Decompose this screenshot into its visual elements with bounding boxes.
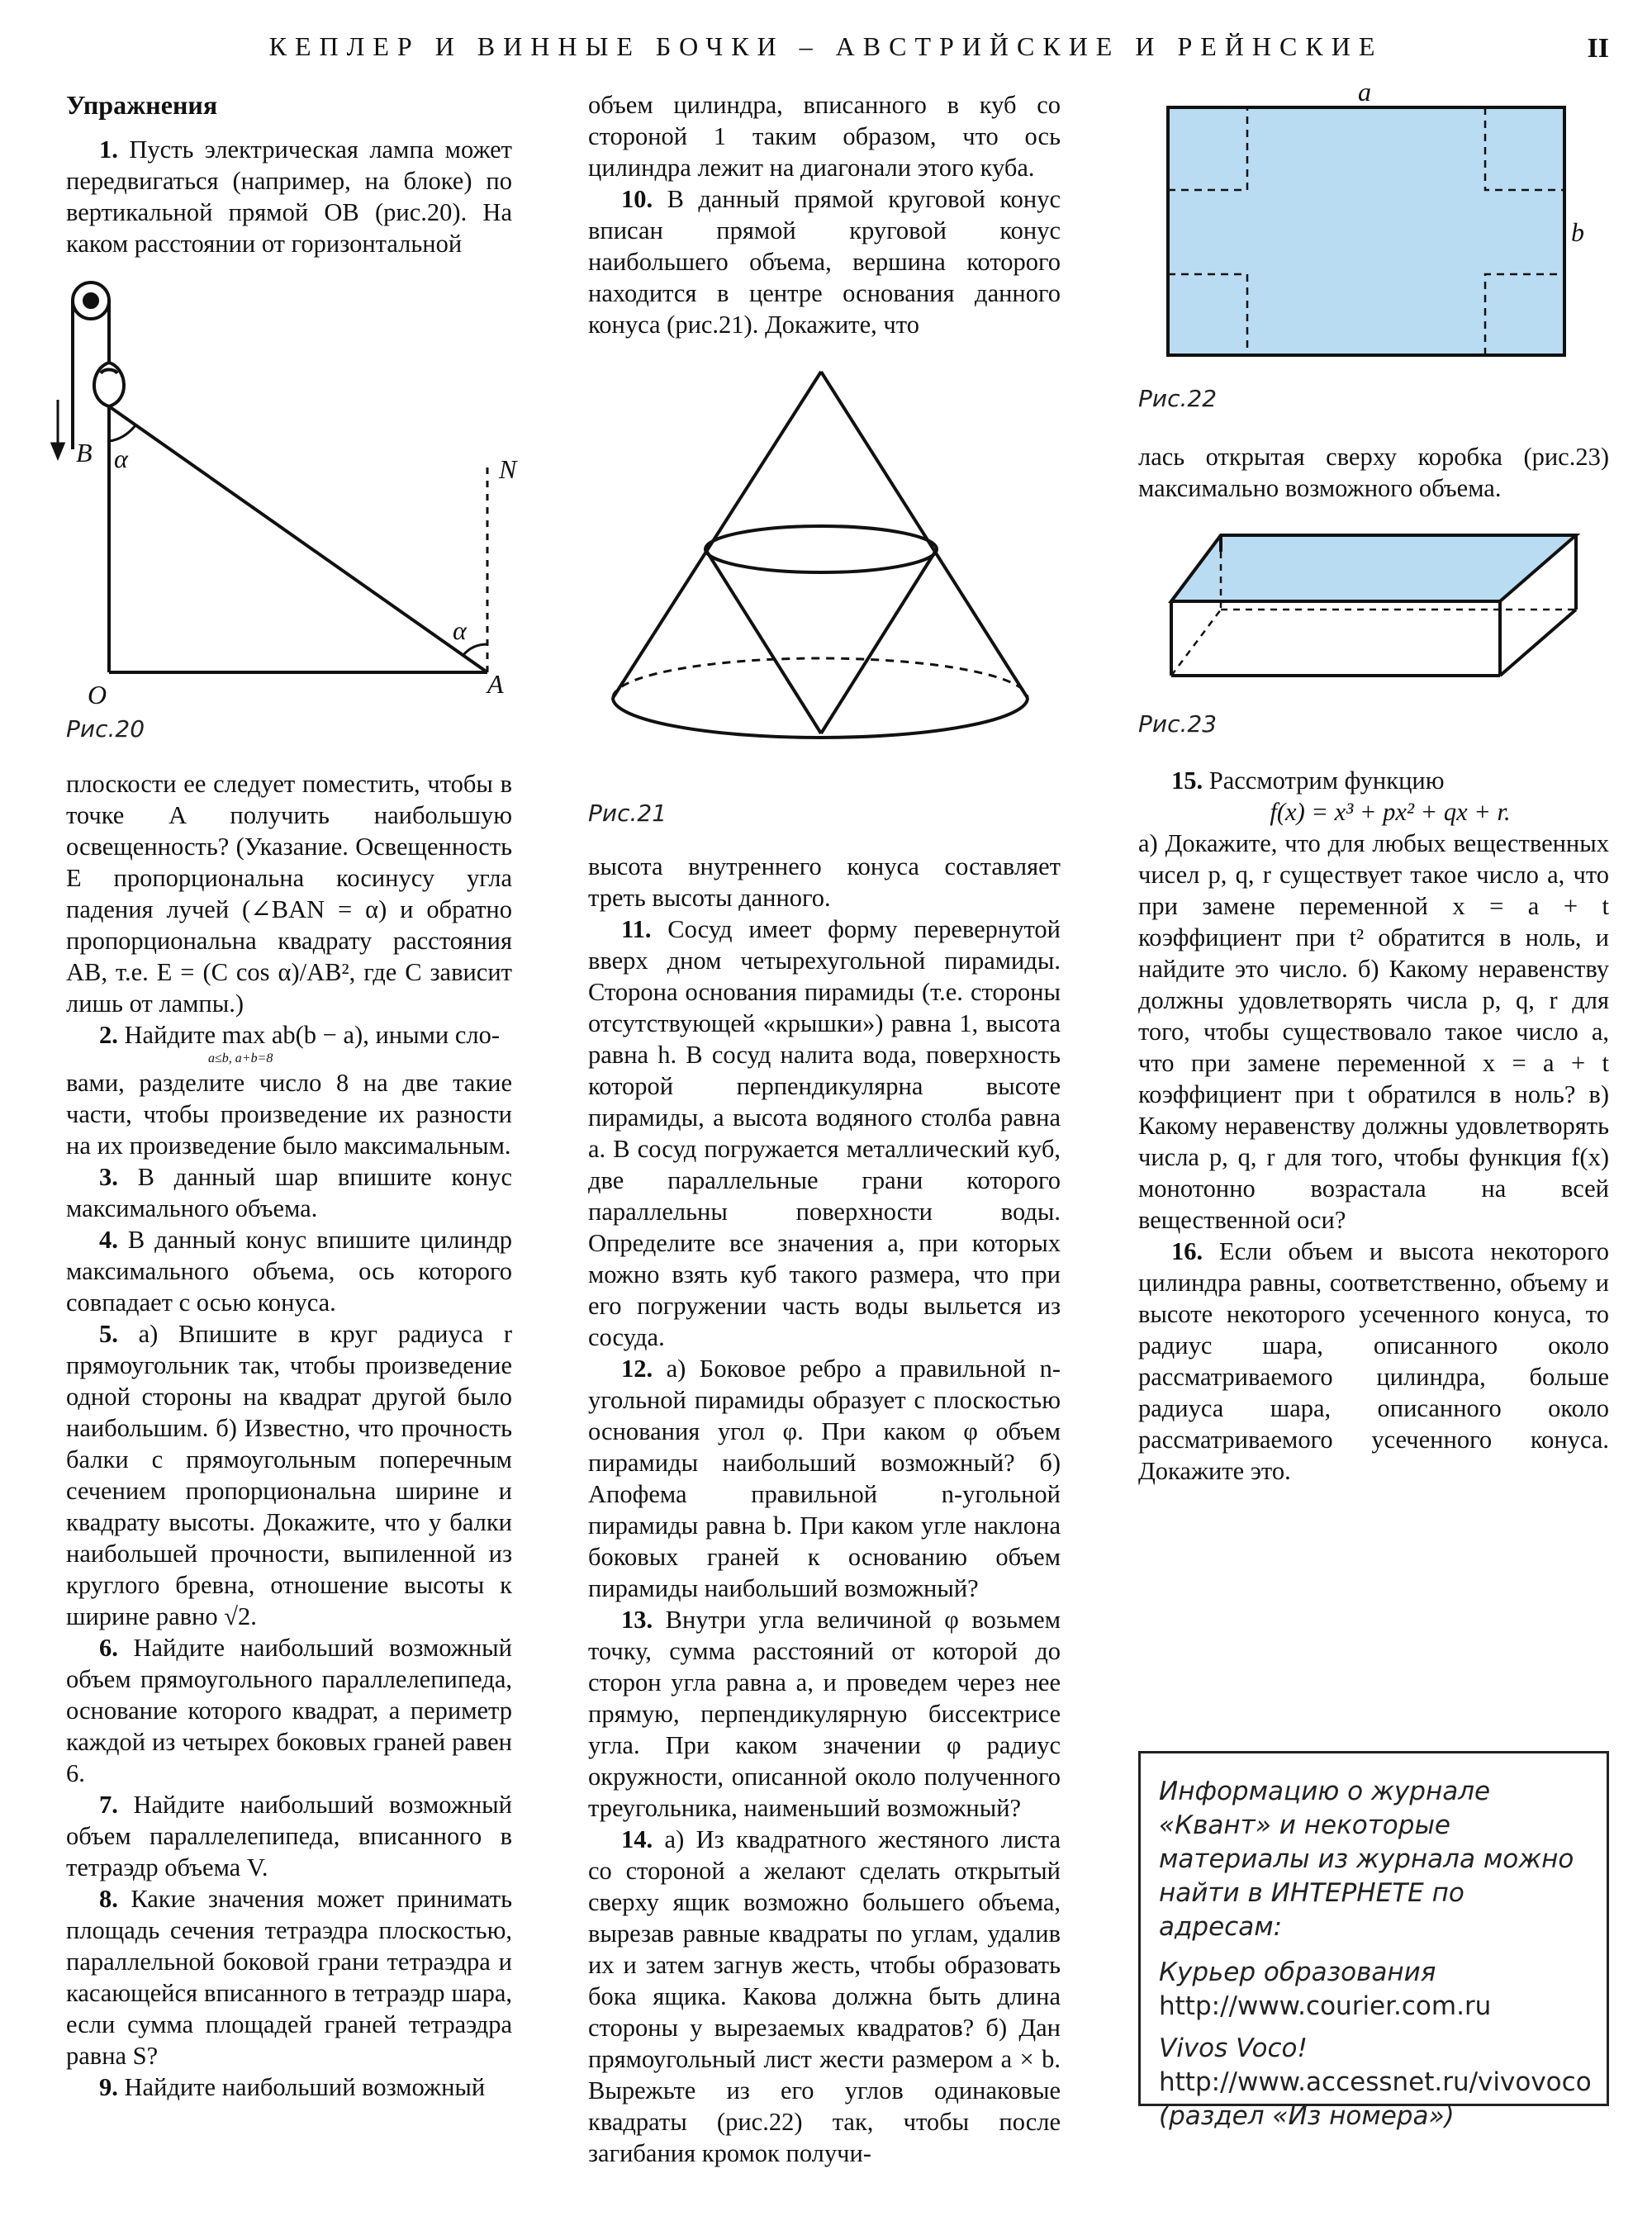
svg-text:α: α <box>453 615 467 645</box>
exercise-14: 14. а) Из квадратного жестяного листа со стороной a желают сделать открытый сверху ящик возможно большего объема, вырезав равные квадраты по углам, удалив их и затем загнув жесть, чтобы образовать бока ящика. Какова должна быть длина стороны у вырезаемых квадратов? б) Дан прямоугольный лист жести размером a × b. Вырежьте из его углов одинаковые квадраты (рис.22) так, чтобы после загибания кромок получи- <box>588 1825 1061 2167</box>
column-left <box>66 89 517 2103</box>
exercise-2-part-b: вами, разделите число 8 на две такие части, чтобы произведение их разности на их произведение было максимальным. <box>66 1069 512 1160</box>
figure-21-drawing <box>588 363 1061 793</box>
exercise-11: 11. Сосуд имеет форму перевернутой вверх дном четырехугольной пирамиды. Сторона основания пирамиды (т.е. стороны отсутствующей «крышки») равна 1, высота равна h. В сосуд налита вода, поверхность которой перпендикулярна высоте пирамиды, а высота водяного столба равна a. В сосуд погружается металлический куб, две параллельные грани которого параллельны поверхности воды. Определите все значения a, при которых можно взять куб такого размера, что при его погружении часть воды выльется из сосуда. <box>588 915 1061 1351</box>
exercise-8: 8. Какие значения может принимать площадь сечения тетраэдра плоскостью, параллельной боковой грани тетраэдра и касающейся вписанного в тетраэдр шара, если сумма площадей граней тетраэдра равна S? <box>66 1885 513 2070</box>
svg-text:B: B <box>76 438 93 467</box>
exercise-14-continued: лась открытая сверху коробка (рис.23) максимально возможного объема. <box>1138 443 1609 502</box>
exercise-9-continued: объем цилиндра, вписанного в куб со стороной 1 таким образом, что ось цилиндра лежит на диагонали этого куба. <box>588 91 1061 182</box>
info-site-2 <box>1159 2032 1592 2133</box>
page-number: II <box>1587 33 1609 64</box>
info-site-1 <box>1159 1956 1592 2024</box>
info-site-2-name: Vivos Voco! <box>1159 2033 1308 2063</box>
figure-23-drawing <box>1138 519 1609 709</box>
info-intro: Информацию о журнале «Квант» и некоторые материалы из журнала можно найти в ИНТЕРНЕТЕ по адресам: <box>1159 1777 1574 1942</box>
svg-text:A: A <box>487 669 504 699</box>
info-site-1-name: Курьер образования <box>1159 1957 1436 1987</box>
exercise-7: 7. Найдите наибольший возможный объем параллелепипеда, вписанного в тетраэдр объема V. <box>66 1791 513 1881</box>
exercise-4: 4. В данный конус впишите цилиндр максимального объема, ось которого совпадает с осью конуса. <box>66 1226 513 1317</box>
figure-22-caption: Рис.22 <box>1138 385 1218 412</box>
exercise-15-text: а) Докажите, что для любых вещественных чисел p, q, r существует такое число a, что при замене переменной x = a + t коэффициент при t² обратится в ноль, и найдите это число. б) Какому неравенству должны удовлетворять числа p, q, r для того, чтобы существовало такое число a, что при замене переменной x = a + t коэффициент при t обратился в ноль? в) Какому неравенству должны удовлетворять числа p, q, r для того, чтобы функция f(x) монотонно возрастала на всей вещественной оси? <box>1138 829 1609 1234</box>
figure-22-drawing <box>1138 77 1609 388</box>
column-right <box>1138 77 1609 1487</box>
figure-23-caption: Рис.23 <box>1138 710 1218 738</box>
internet-info-box <box>1138 1751 1609 2131</box>
exercise-15-intro: 15. Рассмотрим функцию <box>1171 766 1445 795</box>
svg-text:b: b <box>1571 217 1584 247</box>
exercise-2-part-a: 2. Найдите max ab(b − a), иными сло- <box>99 1021 500 1049</box>
info-site-2-note: (раздел «Из номера») <box>1159 2101 1455 2131</box>
figure-20-drawing <box>50 276 517 722</box>
running-title: КЕПЛЕР И ВИННЫЕ БОЧКИ – АВСТРИЙСКИЕ И РЕЙНСКИЕ <box>268 31 1384 61</box>
column-middle <box>588 89 1061 2169</box>
exercise-12: 12. а) Боковое ребро a правильной n-угольной пирамиды образует с плоскостью основания угол φ. При каком φ объем пирамиды наибольший возможный? б) Апофема правильной n-угольной пирамиды равна b. При каком угле наклона боковых граней к основанию объем пирамиды наибольший возможный? <box>588 1355 1061 1602</box>
exercise-10-part-a: 10. В данный прямой круговой конус вписан прямой круговой конус наибольшего объема, вершина которого находится в центре основания данного конуса (рис.21). Докажите, что <box>588 185 1061 339</box>
figure-21 <box>588 363 1061 829</box>
exercise-1-part-a: 1. Пусть электрическая лампа может передвигаться (например, на блоке) по вертикальной прямой OB (рис.20). На каком расстоянии от горизонтальной <box>66 135 512 258</box>
exercise-2-subscript: a≤b, a+b=8 <box>208 1051 273 1065</box>
section-heading: Упражнения <box>66 90 218 120</box>
exercise-9-start: 9. Найдите наибольший возможный <box>99 2073 486 2101</box>
info-site-1-url[interactable]: http://www.courier.com.ru <box>1159 1991 1492 2021</box>
figure-21-caption: Рис.21 <box>588 800 667 827</box>
page-header <box>0 31 1652 81</box>
svg-text:N: N <box>499 454 517 484</box>
exercise-15-formula: f(x) = x³ + px² + qx + r. <box>1270 798 1511 826</box>
svg-text:O: O <box>88 680 107 709</box>
figure-23 <box>1138 519 1609 740</box>
info-site-2-url[interactable]: http://www.accessnet.ru/vivovoco <box>1159 2067 1592 2097</box>
exercise-10-part-b: высота внутреннего конуса составляет треть высоты данного. <box>588 852 1061 912</box>
exercise-3: 3. В данный шар впишите конус максимального объема. <box>66 1163 513 1222</box>
figure-20-caption: Рис.20 <box>66 715 145 743</box>
exercise-1-part-b: плоскости ее следует поместить, чтобы в точке A получить наибольшую освещенность? (Указание. Освещенность E пропорциональна косинусу угла падения лучей (∠BAN = α) и обратно пропорциональна квадрату расстояния AB, т.е. E = (C cos α)/AB², где C зависит лишь от лампы.) <box>66 770 512 1018</box>
svg-text:a: a <box>1358 77 1371 107</box>
figure-20 <box>50 276 517 745</box>
exercise-5: 5. а) Впишите в круг радиуса r прямоугольник так, чтобы произведение одной стороны на квадрат другой было наибольшим. б) Известно, что прочность балки с прямоугольным поперечным сечением пропорциональна ширине и квадрату высоты. Докажите, что у балки наибольшей прочности, выпиленной из круглого бревна, отношение высоты к ширине равно √2. <box>66 1320 513 1630</box>
exercise-16: 16. Если объем и высота некоторого цилиндра равны, соответственно, объему и высоте некоторого усеченного конуса, то радиус шара, описанного около рассматриваемого цилиндра, больше радиуса шара, описанного около рассматриваемого усеченного конуса. Докажите это. <box>1138 1237 1609 1485</box>
exercise-13: 13. Внутри угла величиной φ возьмем точку, сумма расстояний от которой до сторон угла равна a, и проведем через нее прямую, перпендикулярную биссектрисе угла. При каком значении φ радиус окружности, описанной около полученного треугольника, наименьший возможный? <box>588 1606 1061 1822</box>
figure-22 <box>1138 77 1609 415</box>
exercise-6: 6. Найдите наибольший возможный объем прямоугольного параллелепипеда, основание которого квадрат, а периметр каждой из четырех боковых граней равен 6. <box>66 1634 513 1787</box>
svg-text:α: α <box>114 444 128 473</box>
